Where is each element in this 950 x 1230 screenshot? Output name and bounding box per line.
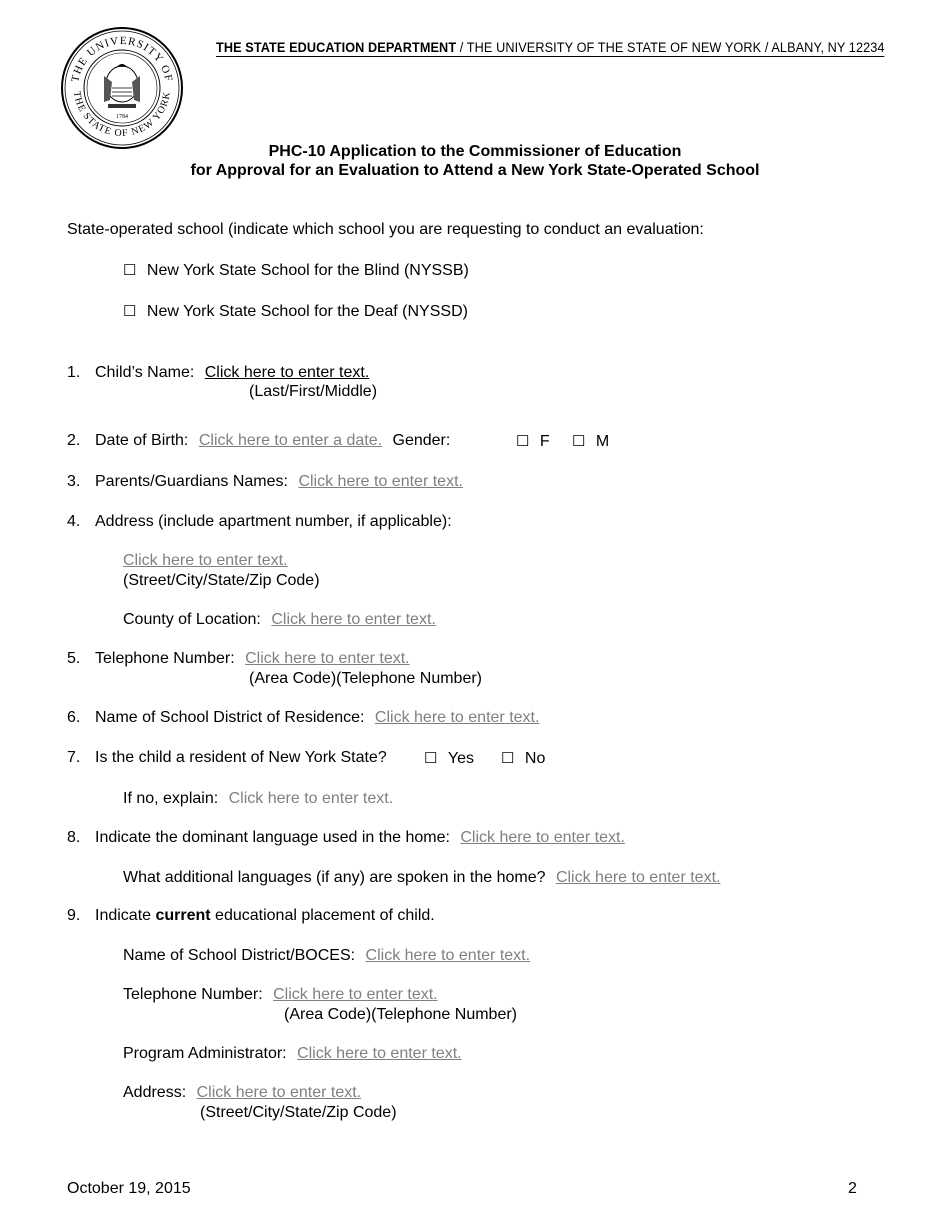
gender-female-label: F [539,433,550,450]
additional-languages-label: What additional languages (if any) are spoken in the home? [123,869,546,886]
nyssb-checkbox[interactable]: ☐ [123,262,137,279]
nys-education-seal-icon [60,26,184,150]
q9-number: 9. [67,907,81,924]
q1-number: 1. [67,364,81,381]
q4-number: 4. [67,513,81,530]
additional-languages-field[interactable]: Click here to enter text. [555,869,721,886]
nyssb-label: New York State School for the Blind (NYSSB) [146,262,469,279]
q2-row [95,432,450,450]
placement-phone-row [123,986,438,1004]
q8-number: 8. [67,829,81,846]
county-label: County of Location: [123,611,261,628]
address-hint: (Street/City/State/Zip Code) [123,572,320,589]
gender-female-option[interactable] [516,432,550,451]
placement-phone-hint: (Area Code)(Telephone Number) [284,1006,517,1023]
program-admin-label: Program Administrator: [123,1045,287,1062]
gender-label: Gender: [392,432,451,449]
parents-guardians-field[interactable]: Click here to enter text. [298,473,463,490]
childs-name-hint: (Last/First/Middle) [249,383,378,400]
childs-name-label: Child’s Name: [95,364,195,381]
county-row [123,611,436,629]
nyssd-label: New York State School for the Deaf (NYSSD) [146,303,468,320]
department-name: THE STATE EDUCATION DEPARTMENT [216,40,457,55]
resident-yes-label: Yes [447,750,475,767]
gender-male-option[interactable] [572,432,609,451]
nyssd-checkbox[interactable]: ☐ [123,303,137,320]
address-field[interactable]: Click here to enter text. [123,552,288,569]
placement-address-label: Address: [123,1084,187,1101]
placement-address-field[interactable]: Click here to enter text. [196,1084,362,1101]
seal-year: 1784 [116,114,128,120]
placement-district-row [123,947,530,965]
department-header [216,40,885,57]
gender-male-checkbox[interactable]: ☐ [572,433,586,450]
explain-label: If no, explain: [123,790,219,807]
district-of-residence-label: Name of School District of Residence: [95,709,365,726]
gender-female-checkbox[interactable]: ☐ [516,433,530,450]
county-field[interactable]: Click here to enter text. [271,611,436,628]
resident-no-label: No [524,750,546,767]
resident-no-option[interactable] [501,749,545,768]
placement-district-field[interactable]: Click here to enter text. [365,947,531,964]
seal-top-text: THE UNIVERSITY OF [69,34,175,84]
address-label: Address (include apartment number, if applicable): [95,513,452,530]
q3-number: 3. [67,473,81,490]
svg-text:THE UNIVERSITY OF [69,35,174,83]
program-admin-field[interactable]: Click here to enter text. [297,1045,462,1062]
telephone-hint: (Area Code)(Telephone Number) [249,670,482,687]
school-option-nyssb[interactable] [123,261,469,280]
program-admin-row [123,1045,462,1063]
additional-languages-row [123,869,720,887]
q5-row [95,650,410,668]
placement-phone-label: Telephone Number: [123,986,263,1003]
intro-text: State-operated school (indicate which school you are requesting to conduct an evaluation: [67,221,704,238]
explain-field[interactable]: Click here to enter text. [228,790,394,807]
school-option-nyssd[interactable] [123,302,468,321]
university-address: / THE UNIVERSITY OF THE STATE OF NEW YORK / ALBANY, NY 12234 [456,40,885,55]
q5-number: 5. [67,650,81,667]
date-of-birth-field[interactable]: Click here to enter a date. [198,432,383,449]
q6-row [95,709,539,727]
q1-row [95,364,369,382]
placement-address-row [123,1084,361,1102]
q6-number: 6. [67,709,81,726]
placement-phone-field[interactable]: Click here to enter text. [273,986,438,1003]
resident-yes-checkbox[interactable]: ☐ [424,750,438,767]
date-of-birth-label: Date of Birth: [95,432,189,449]
dominant-language-label: Indicate the dominant language used in the home: [95,829,450,846]
placement-district-label: Name of School District/BOCES: [123,947,356,964]
form-title-line1: PHC-10 Application to the Commissioner of Education [268,143,682,160]
telephone-field[interactable]: Click here to enter text. [245,650,410,667]
current-placement-heading [95,907,435,925]
gender-male-label: M [595,433,610,450]
resident-yes-option[interactable] [424,749,474,768]
seal-bottom-text: THE STATE OF NEW YORK [71,90,173,140]
q3-row [95,473,463,491]
childs-name-field[interactable]: Click here to enter text. [204,364,370,381]
current-placement-post: educational placement of child. [210,907,435,924]
district-of-residence-field[interactable]: Click here to enter text. [374,709,540,726]
form-title-line2: for Approval for an Evaluation to Attend a New York State-Operated School [190,162,760,179]
resident-no-checkbox[interactable]: ☐ [501,750,515,767]
telephone-label: Telephone Number: [95,650,235,667]
current-placement-bold: current [155,907,211,924]
current-placement-pre: Indicate [95,907,156,924]
q7-number: 7. [67,749,81,766]
resident-question: Is the child a resident of New York State? [95,749,387,766]
placement-address-hint: (Street/City/State/Zip Code) [200,1104,397,1121]
explain-row [123,790,393,808]
parents-guardians-label: Parents/Guardians Names: [95,473,288,490]
page-number: 2 [848,1180,857,1197]
q2-number: 2. [67,432,81,449]
q8-row [95,829,625,847]
footer-date: October 19, 2015 [67,1180,191,1197]
dominant-language-field[interactable]: Click here to enter text. [460,829,625,846]
